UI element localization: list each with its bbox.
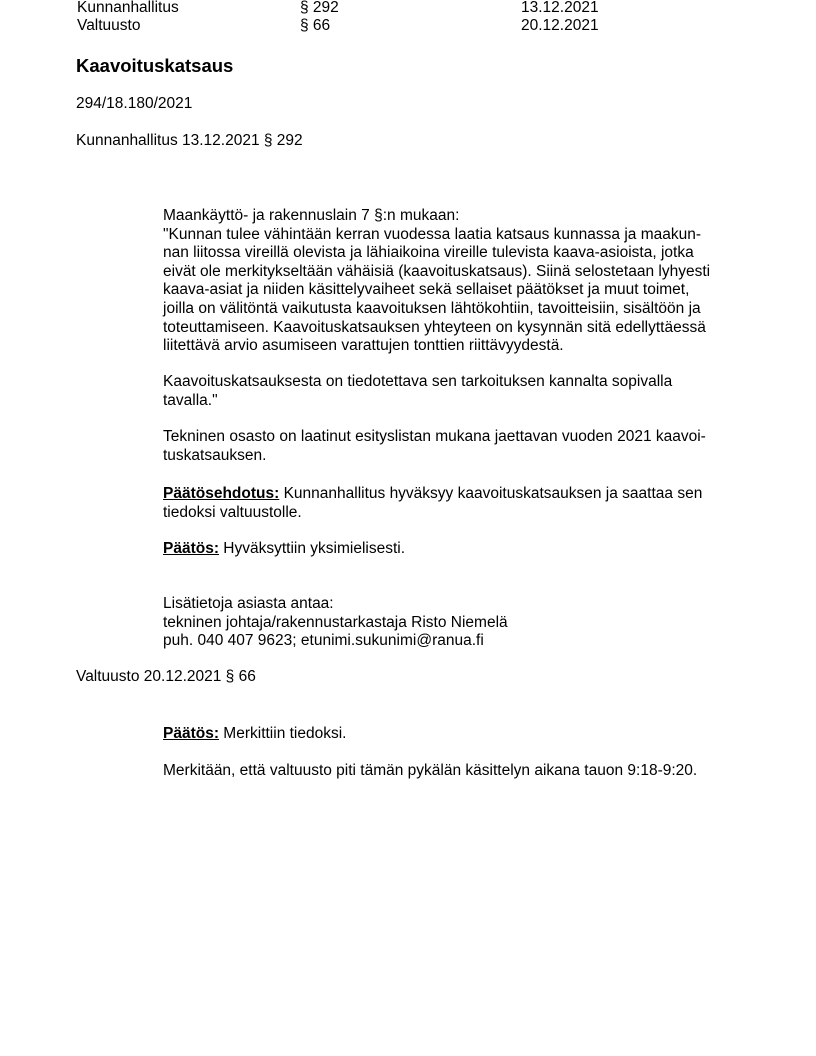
council-heading: Valtuusto 20.12.2021 § 66 bbox=[76, 668, 256, 685]
contact-line: tekninen johtaja/rakennustarkastaja Risto Niemelä bbox=[163, 613, 508, 631]
proposal-text-2: tiedoksi valtuustolle. bbox=[163, 503, 302, 521]
law-quote-block bbox=[163, 207, 743, 356]
page-title: Kaavoituskatsaus bbox=[76, 55, 234, 76]
proposal-label: Päätösehdotus: bbox=[163, 485, 280, 502]
law-quote-line: Kaavoituskatsauksesta on tiedotettava sen tarkoituksen kannalta sopivalla bbox=[163, 373, 673, 390]
law-quote-line: nan liitossa vireillä olevista ja lähiaikoina vireille tulevista kaava-asioista, jotka bbox=[163, 244, 694, 262]
decision-label: Päätös: bbox=[163, 540, 219, 557]
break-note bbox=[163, 762, 743, 781]
header-date: 13.12.2021 bbox=[521, 0, 599, 16]
technical-dept-paragraph bbox=[163, 428, 743, 465]
header-body: Valtuusto bbox=[77, 17, 141, 34]
law-quote-line: toteuttamiseen. Kaavoituskatsauksen yhteyteen on kysynnän sitä edellyttäessä bbox=[163, 318, 706, 336]
law-quote-line: eivät ole merkitykseltään vähäisiä (kaavoituskatsaus). Siinä selostetaan lyhyesti bbox=[163, 262, 711, 280]
decision-label: Päätös: bbox=[163, 725, 219, 742]
paragraph-line: Tekninen osasto on laatinut esityslistan mukana jaettavan vuoden 2021 kaavoi- bbox=[163, 428, 706, 445]
header-body: Kunnanhallitus bbox=[77, 0, 179, 16]
law-quote-block-2 bbox=[163, 373, 743, 410]
decision-1 bbox=[163, 540, 743, 559]
law-quote-line: "Kunnan tulee vähintään kerran vuodessa laatia katsaus kunnassa ja maakun- bbox=[163, 225, 702, 243]
decision-text: Hyväksyttiin yksimielisesti. bbox=[219, 540, 406, 557]
note-text: Merkitään, että valtuusto piti tämän pykälän käsittelyn aikana tauon 9:18-9:20. bbox=[163, 762, 698, 779]
contact-info bbox=[163, 595, 743, 651]
contact-line: Lisätietoja asiasta antaa: bbox=[163, 595, 334, 612]
header-section: § 292 bbox=[300, 0, 339, 16]
header-section: § 66 bbox=[300, 17, 331, 34]
law-quote-line: liitettävä arvio asumiseen varattujen tonttien riittävyydestä. bbox=[163, 337, 564, 355]
header-date: 20.12.2021 bbox=[521, 17, 599, 34]
decision-2 bbox=[163, 725, 743, 744]
law-quote-line: kaava-asiat ja niiden käsittelyvaiheet sekä sellaiset päätökset ja muut toimet, bbox=[163, 281, 690, 299]
paragraph-line: tuskatsauksen. bbox=[163, 446, 267, 464]
law-quote-line: tavalla." bbox=[163, 391, 218, 409]
board-heading: Kunnanhallitus 13.12.2021 § 292 bbox=[76, 132, 303, 149]
reference-number: 294/18.180/2021 bbox=[76, 95, 193, 112]
decision-text: Merkittiin tiedoksi. bbox=[219, 725, 347, 742]
law-intro: Maankäyttö- ja rakennuslain 7 §:n mukaan: bbox=[163, 207, 460, 224]
decision-proposal bbox=[163, 485, 743, 522]
proposal-text: Kunnanhallitus hyväksyy kaavoituskatsauksen ja saattaa sen bbox=[279, 485, 703, 502]
law-quote-line: joilla on välitöntä vaikutusta kaavoituksen lähtökohtiin, tavoitteisiin, sisältöön ja bbox=[163, 299, 701, 317]
contact-line: puh. 040 407 9623; etunimi.sukunimi@ranua.fi bbox=[163, 632, 484, 650]
